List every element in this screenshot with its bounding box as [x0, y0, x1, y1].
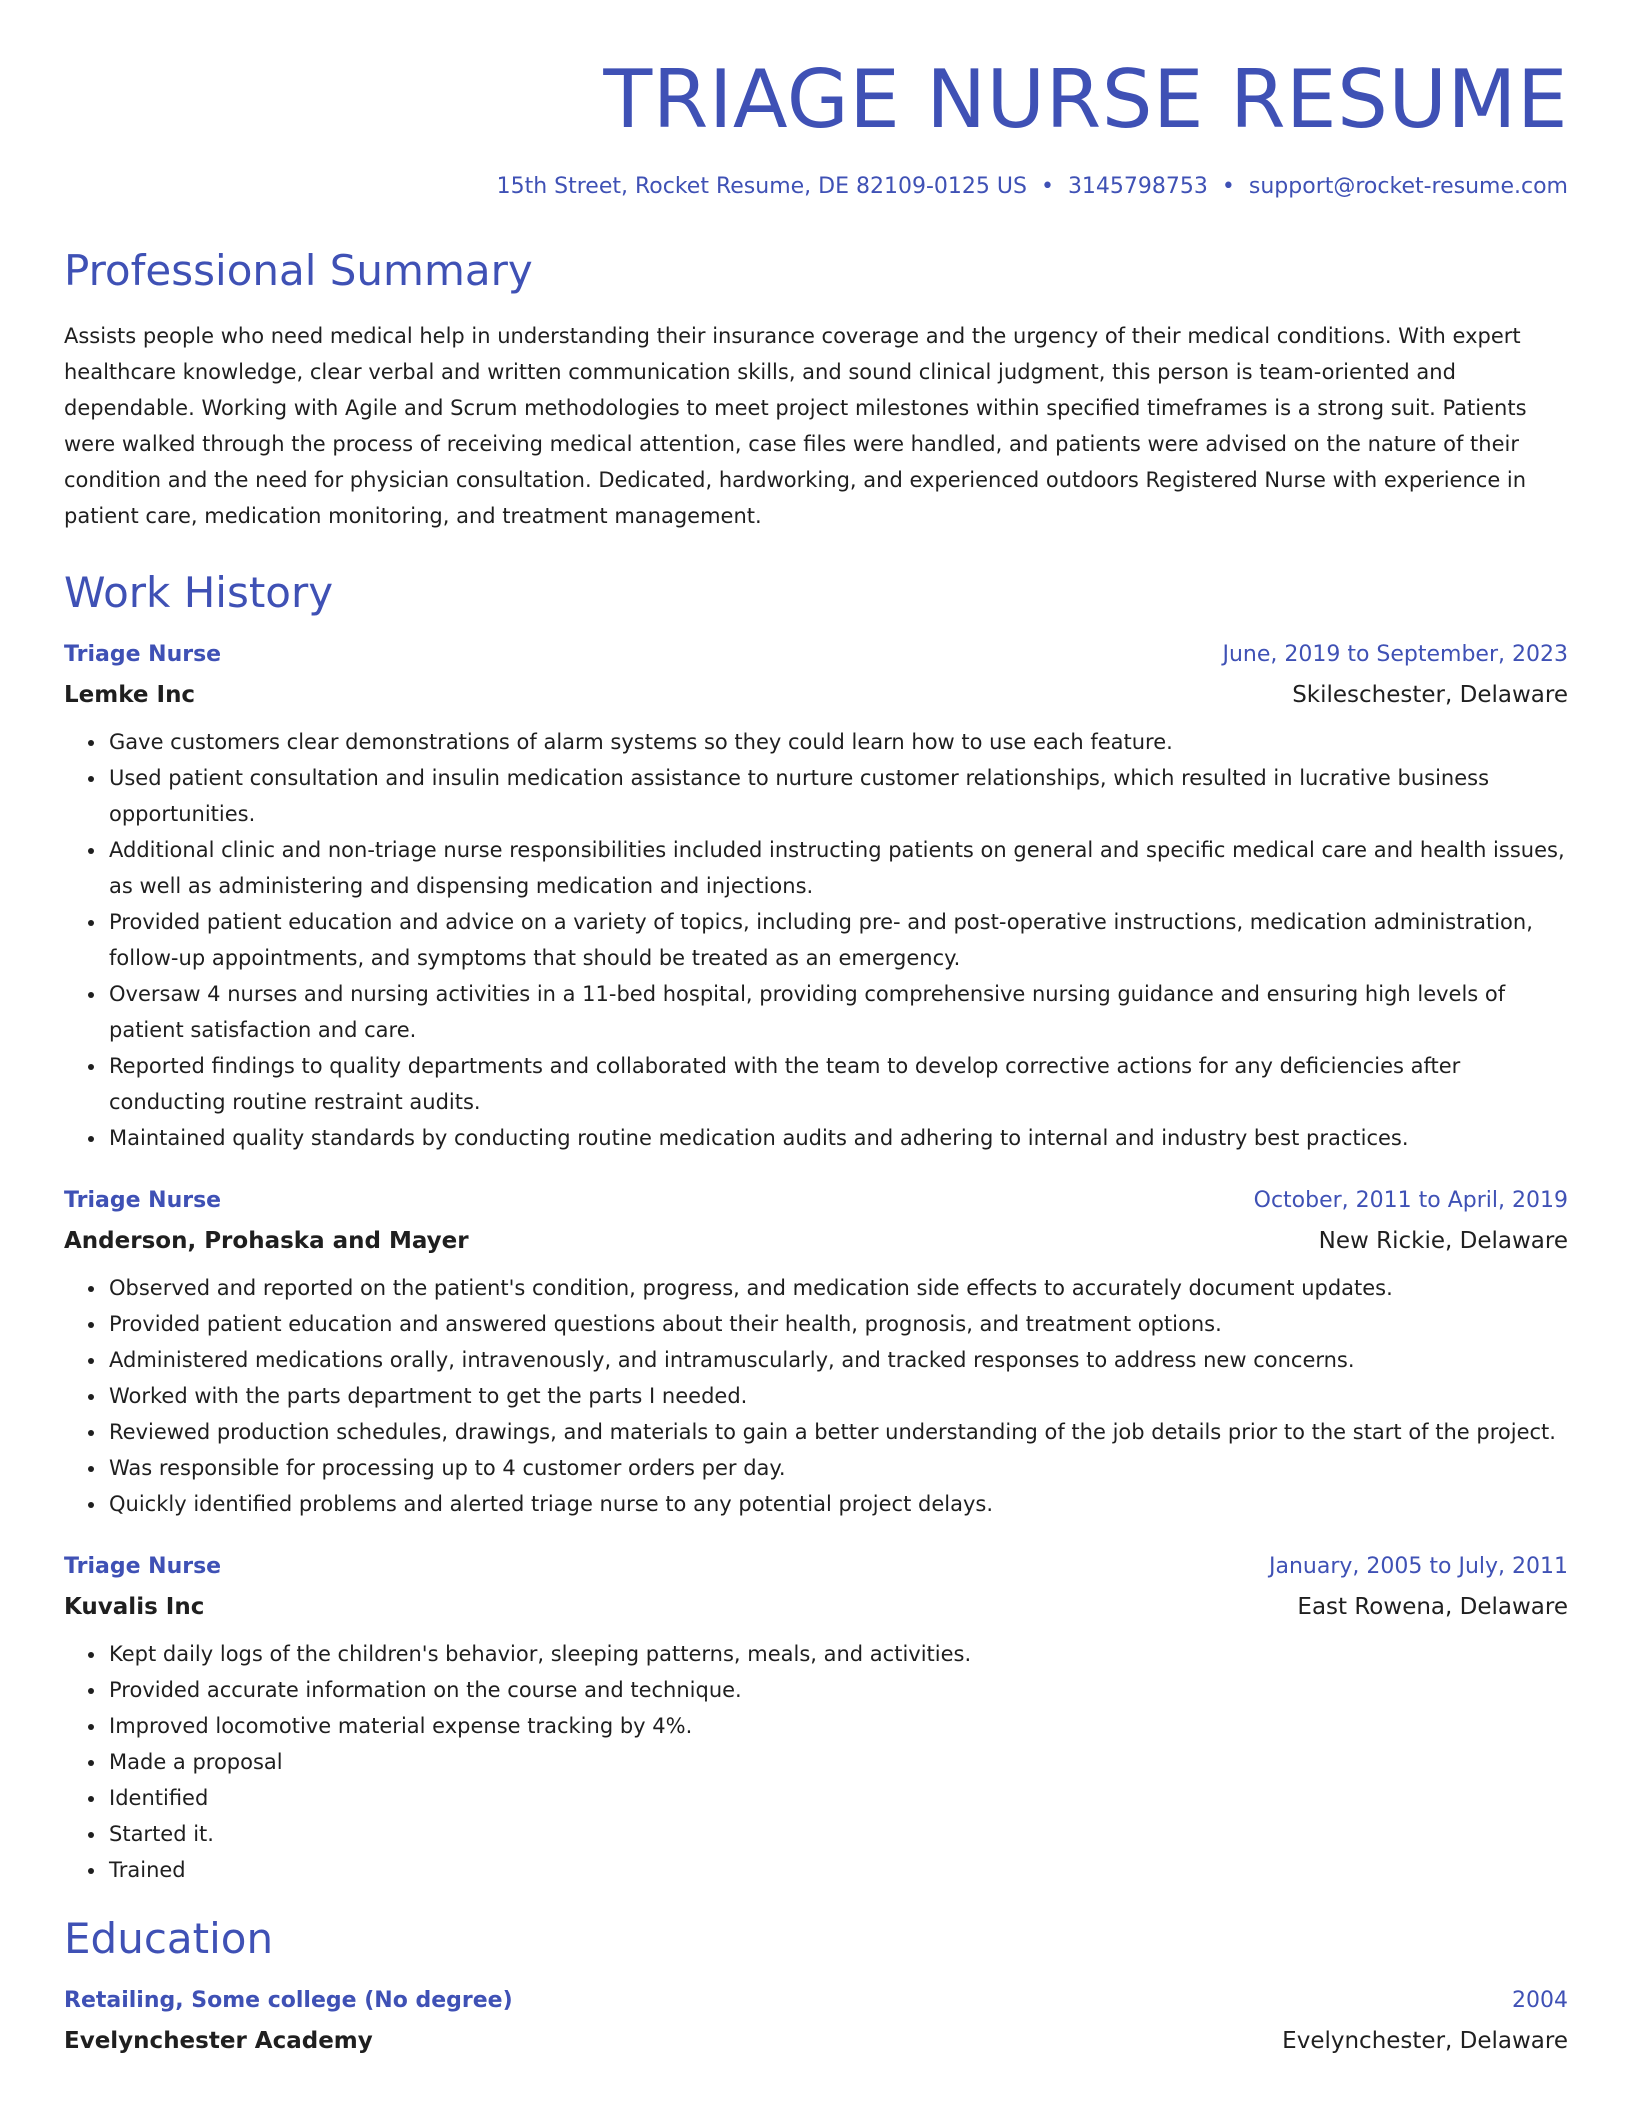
job-bullet: • Provided patient education and advice on a variety of topics, including pre- and post-operative instructions, medication administration, follow-up appointments, and symptoms that should be treated as an emergency.	[107, 904, 1568, 976]
education-year: 2004	[1512, 1988, 1568, 2013]
job-bullet: • Improved locomotive material expense tracking by 4%.	[107, 1708, 1568, 1744]
resume-page	[64, 0, 1568, 2056]
job-dates: January, 2005 to July, 2011	[1269, 1554, 1568, 1579]
job-bullet: • Oversaw 4 nurses and nursing activities in a 11-bed hospital, providing comprehensive nursing guidance and ensuring high levels of patient satisfaction and care.	[107, 976, 1568, 1048]
job-company: Anderson, Prohaska and Mayer	[64, 1228, 469, 1254]
contact-line	[64, 176, 1568, 198]
work-history-list	[64, 640, 1568, 1888]
job-bullet: • Trained	[107, 1852, 1568, 1888]
job-location: New Rickie, Delaware	[1318, 1228, 1568, 1254]
job-entry	[64, 640, 1568, 1156]
section-title-work-history: Work History	[64, 568, 334, 617]
job-bullet: • Additional clinic and non-triage nurse responsibilities included instructing patients on general and specific medical care and health issues, as well as administering and dispensing medication and injections.	[107, 832, 1568, 904]
job-bullet: • Observed and reported on the patient's condition, progress, and medication side effects to accurately document updates.	[107, 1270, 1568, 1306]
job-bullet: • Quickly identified problems and alerted triage nurse to any potential project delays.	[107, 1486, 1568, 1522]
contact-address: 15th Street, Rocket Resume, DE 82109-0125 US	[496, 174, 1027, 199]
job-role: Triage Nurse	[64, 642, 222, 667]
job-bullet: • Administered medications orally, intravenously, and intramuscularly, and tracked responses to address new concerns.	[107, 1342, 1568, 1378]
job-bullet: • Provided patient education and answered questions about their health, prognosis, and treatment options.	[107, 1306, 1568, 1342]
job-bullet: • Provided accurate information on the course and technique.	[107, 1672, 1568, 1708]
job-role: Triage Nurse	[64, 1188, 222, 1213]
education-entry	[64, 1986, 1568, 2056]
job-company: Kuvalis Inc	[64, 1594, 205, 1620]
job-bullets	[64, 1636, 1568, 1888]
job-entry	[64, 1552, 1568, 1888]
contact-separator: •	[1040, 174, 1054, 199]
job-bullet: • Identified	[107, 1780, 1568, 1816]
education-location: Evelynchester, Delaware	[1282, 2028, 1568, 2054]
job-bullet: • Reported findings to quality departments and collaborated with the team to develop corrective actions for any deficiencies after conducting routine restraint audits.	[107, 1048, 1568, 1120]
education-school: Evelynchester Academy	[64, 2028, 373, 2054]
job-location: East Rowena, Delaware	[1297, 1594, 1568, 1620]
job-dates: June, 2019 to September, 2023	[1222, 642, 1568, 667]
job-bullet: • Started it.	[107, 1816, 1568, 1852]
contact-phone: 3145798753	[1067, 174, 1208, 199]
education-degree: Retailing, Some college (No degree)	[64, 1988, 513, 2013]
job-bullet: • Reviewed production schedules, drawings, and materials to gain a better understanding of the job details prior to the start of the project.	[107, 1414, 1568, 1450]
job-dates: October, 2011 to April, 2019	[1253, 1188, 1568, 1213]
job-bullet: • Maintained quality standards by conducting routine medication audits and adhering to internal and industry best practices.	[107, 1120, 1568, 1156]
job-bullet: • Used patient consultation and insulin medication assistance to nurture customer relationships, which resulted in lucrative business opportunities.	[107, 760, 1568, 832]
job-company: Lemke Inc	[64, 682, 196, 708]
job-bullet: • Was responsible for processing up to 4 customer orders per day.	[107, 1450, 1568, 1486]
job-role: Triage Nurse	[64, 1554, 222, 1579]
contact-separator: •	[1221, 174, 1235, 199]
section-title-education: Education	[64, 1914, 274, 1963]
job-bullet: • Gave customers clear demonstrations of alarm systems so they could learn how to use each feature.	[107, 724, 1568, 760]
resume-title: TRIAGE NURSE RESUME	[603, 53, 1568, 146]
job-bullet: • Kept daily logs of the children's behavior, sleeping patterns, meals, and activities.	[107, 1636, 1568, 1672]
section-title-summary: Professional Summary	[64, 246, 533, 295]
job-entry	[64, 1186, 1568, 1522]
job-bullet: • Worked with the parts department to get the parts I needed.	[107, 1378, 1568, 1414]
job-bullets	[64, 724, 1568, 1156]
summary-text: Assists people who need medical help in understanding their insurance coverage and the urgency of their medical conditions. With expert healthcare knowledge, clear verbal and written communication skills, and sound clinical judgment, this person is team-oriented and dependable. Working with Agile and Scrum methodologies to meet project milestones within specified timeframes is a strong suit. Patients were walked through the process of receiving medical attention, case files were handled, and patients were advised on the nature of their condition and the need for physician consultation. Dedicated, hardworking, and experienced outdoors Registered Nurse with experience in patient care, medication monitoring, and treatment management.	[64, 324, 1527, 528]
job-bullet: • Made a proposal	[107, 1744, 1568, 1780]
job-location: Skileschester, Delaware	[1292, 682, 1568, 708]
contact-email[interactable]: support@rocket-resume.com	[1248, 174, 1568, 199]
job-bullets	[64, 1270, 1568, 1522]
